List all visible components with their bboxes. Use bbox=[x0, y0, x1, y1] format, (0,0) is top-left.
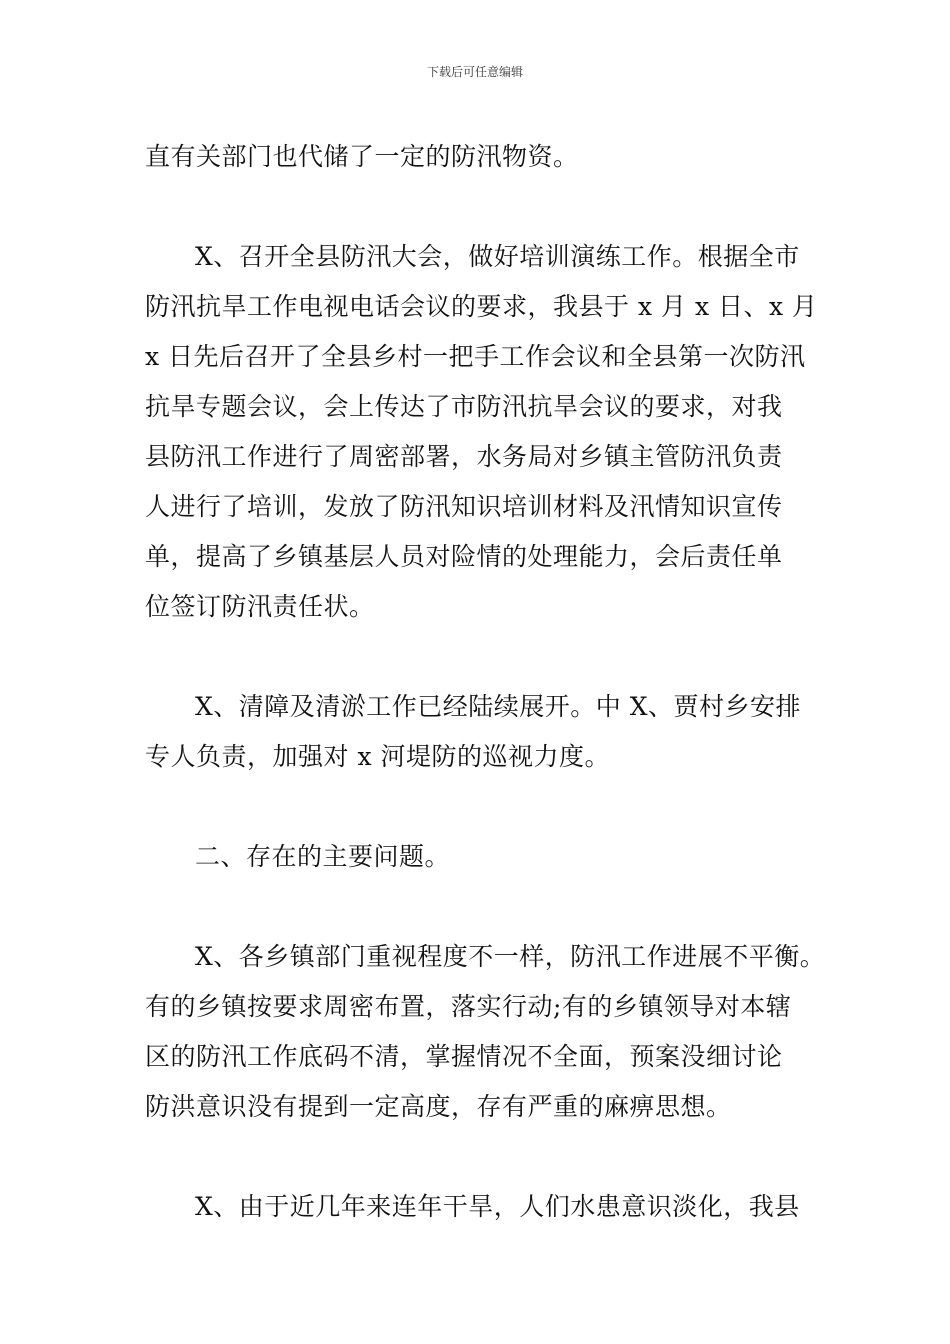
paragraph-4 bbox=[145, 932, 825, 1132]
text-line: 县防汛工作进行了周密部署，水务局对乡镇主管防汛负责 bbox=[145, 442, 783, 471]
text-line: X、清障及清淤工作已经陆续展开。中 X、贾村乡安排 bbox=[195, 692, 802, 721]
text-line: 直有关部门也代储了一定的防汛物资。 bbox=[145, 142, 579, 171]
text-line: 防汛抗旱工作电视电话会议的要求，我县于 x 月 x 日、x 月 bbox=[145, 292, 818, 321]
text-line: 二、存在的主要问题。 bbox=[195, 842, 451, 871]
text-line: 抗旱专题会议，会上传达了市防汛抗旱会议的要求，对我 bbox=[145, 392, 783, 421]
text-line: 防洪意识没有提到一定高度，存有严重的麻痹思想。 bbox=[145, 1092, 732, 1121]
paragraph-3 bbox=[145, 682, 825, 782]
text-line: 单，提高了乡镇基层人员对险情的处理能力，会后责任单 bbox=[145, 542, 783, 571]
paragraph-5 bbox=[145, 1182, 825, 1232]
text-line: 区的防汛工作底码不清，掌握情况不全面，预案没细讨论 bbox=[145, 1042, 783, 1071]
text-line: X、各乡镇部门重视程度不一样，防汛工作进展不平衡。 bbox=[195, 942, 826, 971]
page-header: 下载后可任意编辑 bbox=[426, 65, 523, 79]
text-line: 位签订防汛责任状。 bbox=[145, 592, 375, 621]
document-body bbox=[145, 132, 825, 1232]
text-line: x 日先后召开了全县乡村一把手工作会议和全县第一次防汛 bbox=[145, 342, 806, 371]
text-line: 有的乡镇按要求周密布置，落实行动;有的乡镇领导对本辖 bbox=[145, 992, 792, 1021]
text-line: 专人负责，加强对 x 河堤防的巡视力度。 bbox=[145, 742, 610, 771]
paragraph-1 bbox=[145, 132, 825, 182]
paragraph-2 bbox=[145, 232, 825, 632]
text-line: 人进行了培训，发放了防汛知识培训材料及汛情知识宣传 bbox=[145, 492, 783, 521]
text-line: X、由于近几年来连年干旱，人们水患意识淡化，我县 bbox=[195, 1192, 800, 1221]
text-line: X、召开全县防汛大会，做好培训演练工作。根据全市 bbox=[195, 242, 800, 271]
section-heading bbox=[145, 832, 825, 882]
